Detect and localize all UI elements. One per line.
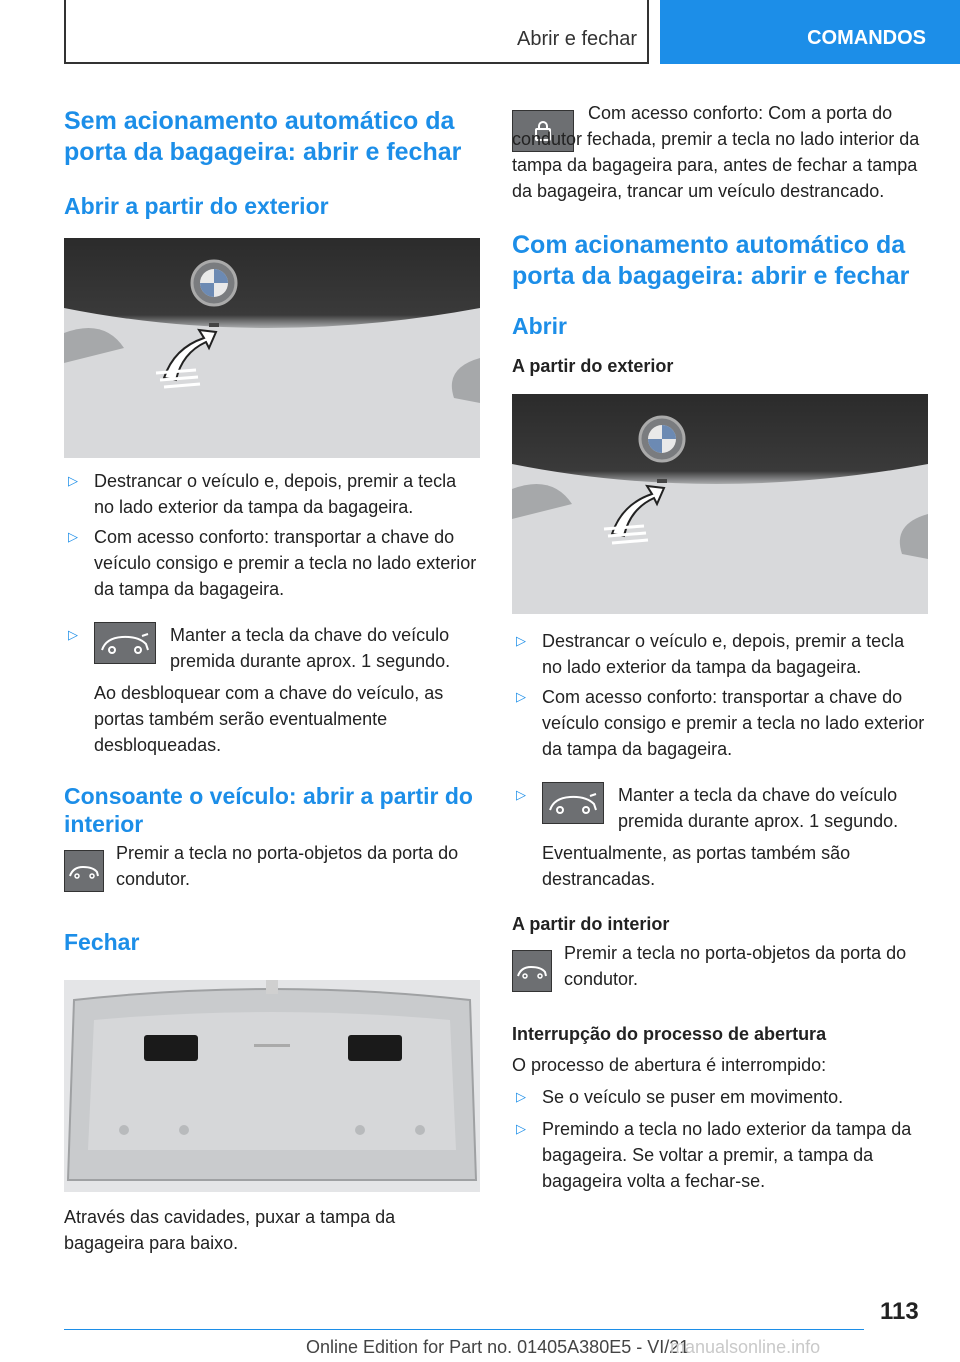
trunk-exterior-photo <box>64 238 480 458</box>
key-hold-text: Manter a tecla da chave do veículo premida durante aprox. 1 segundo. <box>618 785 899 831</box>
trunk-key-button-icon <box>542 782 604 824</box>
close-text: Através das cavidades, puxar a tampa da bagageira para baixo. <box>64 1207 396 1253</box>
list-item <box>64 468 480 520</box>
header-chapter-tab: COMANDOS <box>660 0 960 64</box>
list-item-text: Se o veículo se puser em movimento. <box>542 1087 844 1107</box>
triangle-bullet-icon <box>512 782 542 892</box>
trunk-exterior-illustration-2 <box>512 394 928 614</box>
exterior-bullets <box>64 468 480 758</box>
list-item-text: Destrancar o veículo e, depois, premir a tecla no lado exterior da tampa da bagageira. <box>542 631 905 677</box>
subheading-interrupt: Interrupção do processo de abertura <box>512 1024 827 1044</box>
trunk-lid-illustration <box>64 980 480 1192</box>
footer-edition: Online Edition for Part no. 01405A380E5 - VI/21 <box>306 1337 690 1357</box>
triangle-bullet-icon <box>512 1116 542 1194</box>
list-item-text: Destrancar o veículo e, depois, premir a tecla no lado exterior da tampa da bagageira. <box>94 471 457 517</box>
triangle-bullet-icon <box>512 1084 542 1110</box>
list-item <box>512 684 928 762</box>
interrupt-intro: O processo de abertura é interrompido: <box>512 1055 827 1075</box>
triangle-bullet-icon <box>64 468 94 520</box>
list-item <box>64 622 480 758</box>
list-item-text: Com acesso conforto: transportar a chave do veículo consigo e premir a tecla no lado exterior da tampa da bagageira. <box>94 527 477 599</box>
interior-instruction <box>64 840 480 892</box>
triangle-bullet-icon <box>512 684 542 762</box>
list-item <box>64 524 480 602</box>
key-note-text: Ao desbloquear com a chave do veículo, as portas também serão eventualmente desbloqueadas. <box>94 683 444 755</box>
key-note-text: Eventualmente, as portas também são destrancadas. <box>542 843 851 889</box>
right-interior-instruction <box>512 940 928 992</box>
section-heading-automatic: Com acionamento automático da porta da bagageira: abrir e fechar <box>512 231 910 290</box>
subheading-right-interior: A partir do interior <box>512 914 670 934</box>
key-hold-text: Manter a tecla da chave do veículo premida durante aprox. 1 segundo. <box>170 625 451 671</box>
subheading-close: Fechar <box>64 929 140 955</box>
triangle-bullet-icon <box>64 622 94 758</box>
left-column <box>64 104 480 1256</box>
header-section-title: Abrir e fechar <box>517 28 638 50</box>
list-item <box>512 782 928 892</box>
right-column <box>512 104 928 1194</box>
trunk-interior-button-icon <box>64 850 104 892</box>
right-exterior-bullets <box>512 628 928 892</box>
watermark: manualsonline.info <box>670 1337 821 1357</box>
subheading-exterior: Abrir a partir do exterior <box>64 193 329 219</box>
list-item <box>512 628 928 680</box>
trunk-exterior-illustration <box>64 238 480 458</box>
page-number: 113 <box>880 1298 919 1325</box>
interrupt-bullets <box>512 1084 928 1194</box>
subheading-right-exterior: A partir do exterior <box>512 356 674 376</box>
trunk-lid-underside-photo <box>64 980 480 1192</box>
footer-divider <box>64 1329 864 1330</box>
section-heading-manual: Sem acionamento automático da porta da bagageira: abrir e fechar <box>64 107 462 166</box>
triangle-bullet-icon <box>512 628 542 680</box>
list-item-text: Com acesso conforto: transportar a chave do veículo consigo e premir a tecla no lado exterior da tampa da bagageira. <box>542 687 925 759</box>
trunk-key-button-icon <box>94 622 156 664</box>
interior-text: Premir a tecla no porta-objetos da porta do condutor. <box>116 843 459 889</box>
trunk-exterior-photo-2 <box>512 394 928 614</box>
trunk-interior-button-icon <box>512 950 552 992</box>
interior-text: Premir a tecla no porta-objetos da porta do condutor. <box>564 943 907 989</box>
lock-text: Com acesso conforto: Com a porta do condutor fechada, premir a tecla no lado interior da tampa da bagageira para, antes de fechar a tampa da bagageira, trancar um veículo destrancado. <box>512 103 920 201</box>
list-item <box>512 1116 928 1194</box>
triangle-bullet-icon <box>64 524 94 602</box>
subheading-open: Abrir <box>512 313 567 339</box>
list-item-text: Premindo a tecla no lado exterior da tampa da bagageira. Se voltar a premir, a tampa da bagageira volta a fechar-se. <box>542 1119 912 1191</box>
list-item <box>512 1084 928 1110</box>
subheading-interior: Consoante o veículo: abrir a partir do interior <box>64 783 473 837</box>
